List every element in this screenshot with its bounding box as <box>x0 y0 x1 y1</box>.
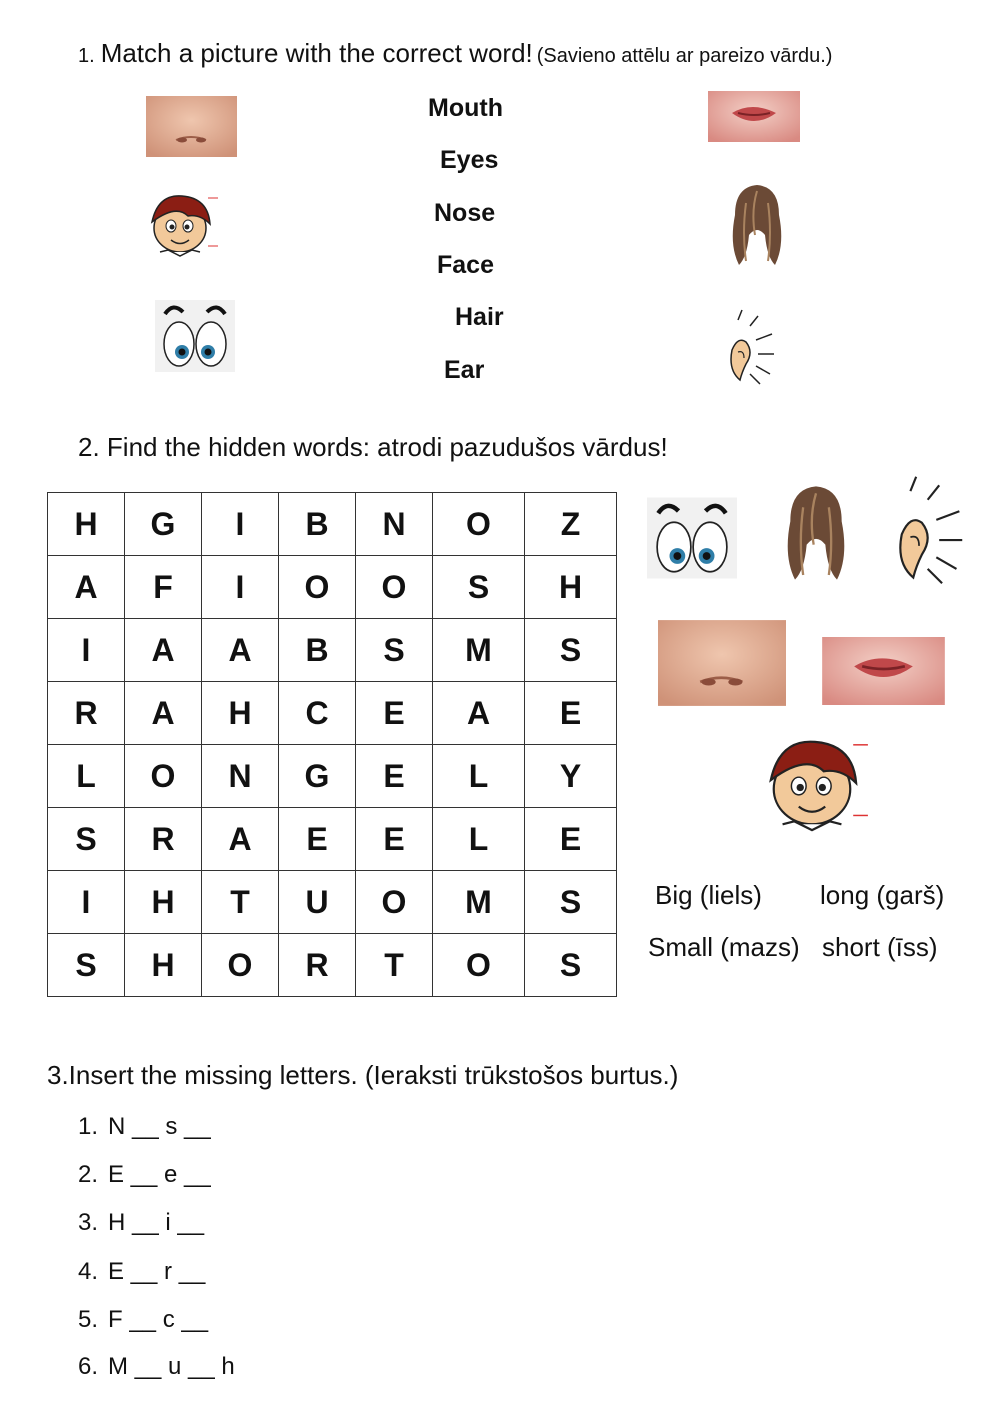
grid-cell[interactable]: O <box>433 934 525 997</box>
grid-cell[interactable]: A <box>48 556 125 619</box>
grid-cell[interactable]: O <box>202 934 279 997</box>
grid-cell[interactable]: E <box>356 682 433 745</box>
grid-cell[interactable]: T <box>356 934 433 997</box>
missing-letters-item[interactable]: 3. H __ i __ <box>78 1209 205 1236</box>
missing-letters-item[interactable]: 1. N __ s __ <box>78 1113 211 1140</box>
grid-cell[interactable]: G <box>279 745 356 808</box>
grid-cell[interactable]: M <box>433 871 525 934</box>
grid-cell[interactable]: A <box>125 619 202 682</box>
word-nose[interactable]: Nose <box>434 199 496 227</box>
grid-row <box>48 556 617 619</box>
grid-cell[interactable]: S <box>525 934 617 997</box>
grid-cell[interactable]: L <box>48 745 125 808</box>
grid-cell[interactable]: N <box>202 745 279 808</box>
grid-cell[interactable]: L <box>433 745 525 808</box>
grid-cell[interactable]: L <box>433 808 525 871</box>
mouth-picture[interactable] <box>708 91 800 142</box>
nose-picture-2 <box>658 620 786 706</box>
grid-cell[interactable]: I <box>48 871 125 934</box>
grid-cell[interactable]: S <box>525 871 617 934</box>
eyes-picture-2 <box>647 497 737 579</box>
grid-cell[interactable]: R <box>125 808 202 871</box>
grid-cell[interactable]: H <box>202 682 279 745</box>
adjective-big: Big (liels) <box>655 880 762 910</box>
grid-cell[interactable]: B <box>279 493 356 556</box>
grid-cell[interactable]: H <box>48 493 125 556</box>
task3-title: 3.Insert the missing letters. (Ieraksti trūkstošos burtus.) <box>47 1060 679 1090</box>
grid-row <box>48 808 617 871</box>
word-eyes[interactable]: Eyes <box>440 146 499 174</box>
missing-letters-item[interactable]: 4. E __ r __ <box>78 1258 206 1285</box>
missing-letters-item[interactable]: 5. F __ c __ <box>78 1306 209 1333</box>
word-mouth[interactable]: Mouth <box>428 94 503 122</box>
adjective-short: short (īss) <box>822 932 938 962</box>
task1-title: 1. Match a picture with the correct word! (Savieno attēlu ar pareizo vārdu.) <box>78 38 833 68</box>
grid-cell[interactable]: F <box>125 556 202 619</box>
grid-cell[interactable]: I <box>202 556 279 619</box>
grid-cell[interactable]: S <box>48 934 125 997</box>
ear-picture[interactable] <box>728 308 778 386</box>
grid-cell[interactable]: H <box>125 871 202 934</box>
grid-cell[interactable]: B <box>279 619 356 682</box>
grid-cell[interactable]: G <box>125 493 202 556</box>
mouth-picture-2 <box>822 637 945 705</box>
grid-cell[interactable]: E <box>356 808 433 871</box>
grid-cell[interactable]: H <box>525 556 617 619</box>
grid-cell[interactable]: S <box>48 808 125 871</box>
grid-cell[interactable]: T <box>202 871 279 934</box>
grid-cell[interactable]: O <box>125 745 202 808</box>
grid-row <box>48 871 617 934</box>
hair-picture[interactable] <box>728 183 786 267</box>
task2-title: 2. Find the hidden words: atrodi pazudušos vārdus! <box>78 432 668 462</box>
grid-cell[interactable]: S <box>356 619 433 682</box>
grid-cell[interactable]: E <box>356 745 433 808</box>
face-picture[interactable] <box>138 192 222 262</box>
grid-row <box>48 493 617 556</box>
grid-cell[interactable]: H <box>125 934 202 997</box>
word-hair[interactable]: Hair <box>455 303 504 331</box>
grid-cell[interactable]: S <box>433 556 525 619</box>
grid-cell[interactable]: O <box>279 556 356 619</box>
grid-cell[interactable]: O <box>433 493 525 556</box>
grid-cell[interactable]: Y <box>525 745 617 808</box>
grid-cell[interactable]: C <box>279 682 356 745</box>
eyes-picture[interactable] <box>155 300 235 372</box>
nose-picture[interactable] <box>146 96 237 157</box>
word-search-grid <box>47 492 617 997</box>
grid-cell[interactable]: N <box>356 493 433 556</box>
grid-cell[interactable]: I <box>48 619 125 682</box>
missing-letters-item[interactable]: 6. M __ u __ h <box>78 1353 235 1380</box>
hair-picture-2 <box>781 484 851 582</box>
word-ear[interactable]: Ear <box>444 356 485 384</box>
grid-cell[interactable]: U <box>279 871 356 934</box>
grid-cell[interactable]: O <box>356 556 433 619</box>
grid-cell[interactable]: I <box>202 493 279 556</box>
grid-cell[interactable]: R <box>48 682 125 745</box>
grid-cell[interactable]: A <box>125 682 202 745</box>
grid-cell[interactable]: E <box>279 808 356 871</box>
grid-cell[interactable]: M <box>433 619 525 682</box>
grid-row <box>48 934 617 997</box>
grid-row <box>48 619 617 682</box>
grid-cell[interactable]: A <box>202 619 279 682</box>
grid-cell[interactable]: S <box>525 619 617 682</box>
grid-cell[interactable]: A <box>433 682 525 745</box>
grid-cell[interactable]: R <box>279 934 356 997</box>
grid-cell[interactable]: E <box>525 682 617 745</box>
grid-row <box>48 682 617 745</box>
ear-picture-2 <box>896 472 968 588</box>
grid-cell[interactable]: A <box>202 808 279 871</box>
adjective-small: Small (mazs) <box>648 932 800 962</box>
grid-cell[interactable]: O <box>356 871 433 934</box>
face-picture-2 <box>750 736 874 839</box>
word-face[interactable]: Face <box>437 251 494 279</box>
adjective-long: long (garš) <box>820 880 945 910</box>
missing-letters-item[interactable]: 2. E __ e __ <box>78 1161 211 1188</box>
grid-row <box>48 745 617 808</box>
grid-cell[interactable]: E <box>525 808 617 871</box>
grid-cell[interactable]: Z <box>525 493 617 556</box>
